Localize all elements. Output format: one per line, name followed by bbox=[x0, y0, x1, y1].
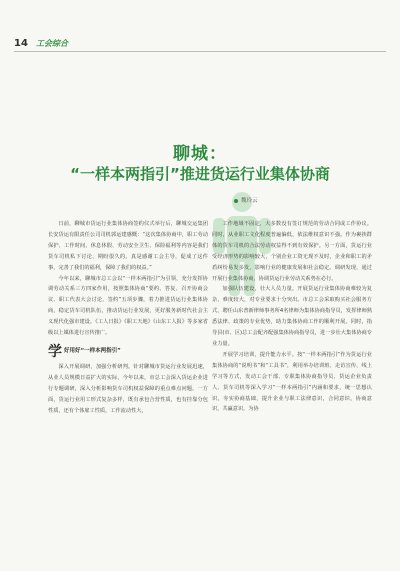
byline bbox=[234, 196, 258, 204]
page-header bbox=[14, 38, 386, 52]
author-name: 魏玲云 bbox=[241, 198, 258, 204]
paragraph: 今年以来，聊城市总工会以“一样本两指引”为引领，充分发挥协调劳动关系三方四家作用，按照集体协商“要约、答复、召开协商会议、职工代表大会讨论、签约”五项步骤，着力推进货运行业集体协商，稳定货车司机队伍，推动货运行业发展，更好服务新时代社会主义现代化强市建设。《工人日报》《职工天地》《山东工人报》等多家省级以上媒体进行宣传推广。 bbox=[48, 275, 208, 337]
article-title-line-1: 聊城： bbox=[173, 144, 227, 164]
paragraph: 加强队伍建设，壮大人员力量。开展货运行业集体协商难较为复杂，难度较大，对专业要求十分突出。市总工会采取购买社会服务方式，聘任山东普新律师事务所4名律师为集体协商指导员，发挥律师熟悉法律、政策的专业优势，助力集体协商工作的顺利开展。同时，指导县(市、区)总工会配齐配强集体协商指导员，进一步壮大集体协商专业力量。 bbox=[212, 286, 372, 347]
column-left bbox=[48, 219, 208, 417]
page-number: 14 bbox=[14, 38, 28, 49]
column-right bbox=[212, 219, 372, 415]
byline-dot-icon bbox=[234, 199, 238, 203]
header-divider bbox=[14, 51, 386, 52]
paragraph: 深入开展调研，加强分析研判。针对聊城市货运行业发展迅速，从业人员规模日益扩大的实际，今年以来，市总工会深入货运企业进行专题调研，深入分析影响货车司机权益保障的重点难点问题。一方面，货运行业用工形式复杂多样，既有承包合营性质，也有挂靠分包性质，还有个体雇工性质，工作流动性大， bbox=[48, 363, 208, 414]
article-title-line-2: “一样本两指引”推进货运行业集体协商 bbox=[70, 165, 330, 183]
paragraph: 日前，聊城市货运行业集体协商签约仪式举行后，聊城交运集团长安货运有限责任公司司机郭运建感慨：“这次集体协商中，职工劳动保护、工作时间、休息休假、劳动安全卫生、保险福利等内容是我们货车司机私下讨论、期盼很久的。真是感谢工会主导，促成了这件事，完善了我们的福利，保障了我们的权益。” bbox=[48, 221, 208, 271]
subheading bbox=[48, 343, 208, 359]
subheading-initial: 学 bbox=[48, 343, 62, 360]
subheading-text: 好用好“一样本两指引” bbox=[64, 348, 121, 355]
paragraph: 开展学习培训，提升能力水平。按“一样本两指引”作为货运行业集体协商的“说明书”和“工具书”，利用举办培训班、走访宣传、线上学习等方式，发动工会干部、专职集体协商指导员、货运企业负责人、货车司机等深入学习“一样本两指引”内涵和要求，统一思想认识，夯实协商基础，提升企业与职工法律意识，合同意识，协商意识，共赢意识，为协 bbox=[212, 351, 372, 413]
section-title: 工会综合 bbox=[36, 39, 68, 48]
paragraph: 工作地域不固定，大多数没有签订规范的劳动合同或工作协议。同时，从业职工文化程度普遍偏低，依法维权意识不强。作为裹挟群体的货车司机的合法劳动权益得不到有效保护。另一方面，货运行业受经济形势的影响较大，个别企业工资无现不及时，企业和职工的矛盾纠纷易发多发，影响行业的健康发展和社会稳定。调研发现，通过开展行业集体协商，协调货运行业劳动关系势在必行。 bbox=[212, 221, 372, 282]
